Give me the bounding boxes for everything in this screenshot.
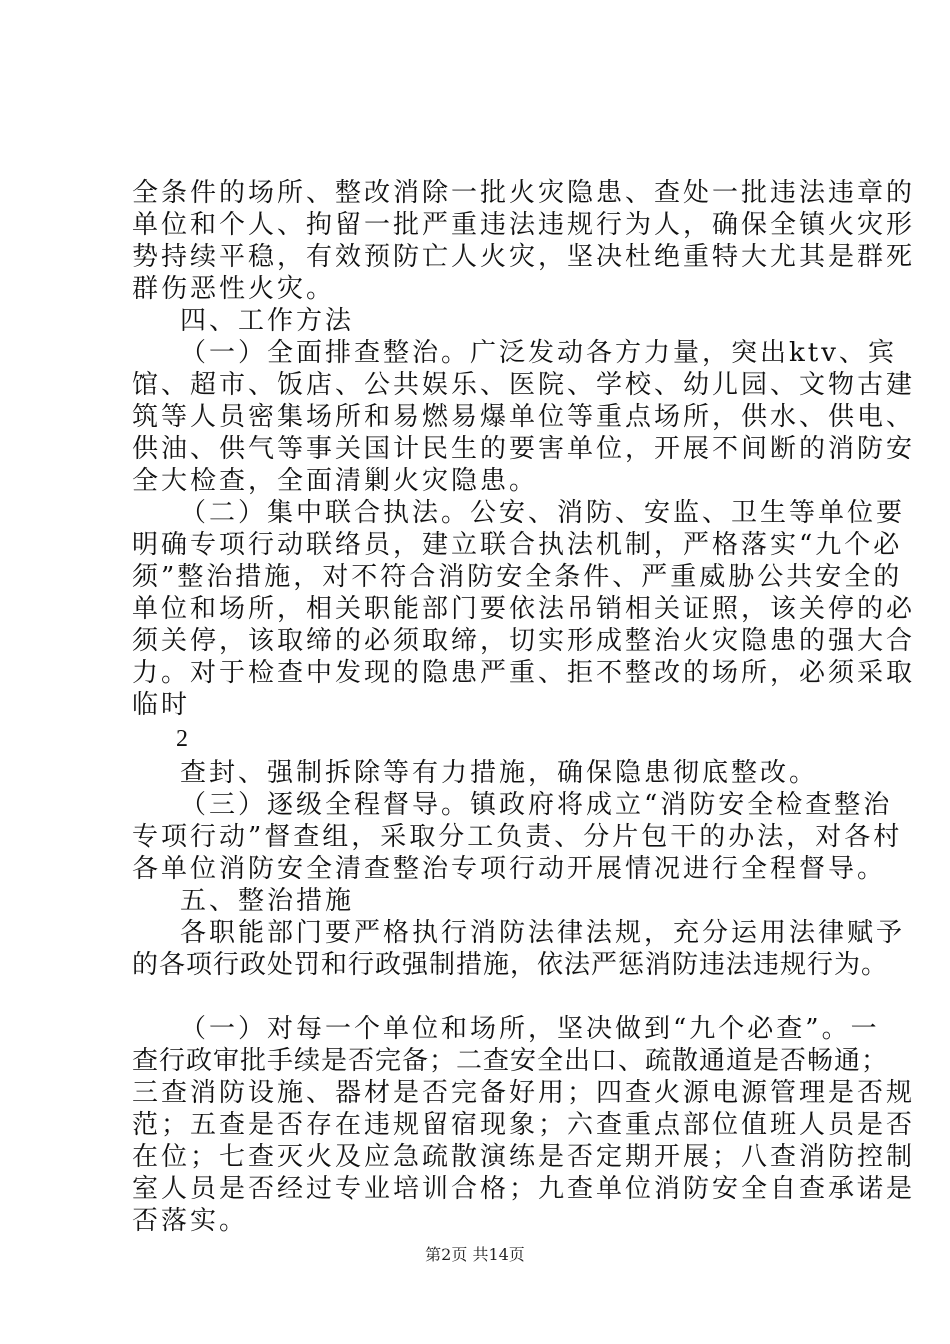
section-heading: 五、整治措施: [180, 886, 355, 916]
text-line: 查封、强制拆除等有力措施，确保隐患彻底整改。: [180, 758, 819, 788]
text-line: 查行政审批手续是否完备；二查安全出口、疏散通道是否畅通；: [132, 1046, 889, 1076]
text-line: 室人员是否经过专业培训合格；九查单位消防安全自查承诺是: [132, 1174, 916, 1204]
text-line: 三查消防设施、器材是否完备好用；四查火源电源管理是否规: [132, 1078, 916, 1108]
text-line: 供油、供气等事关国计民生的要害单位，开展不间断的消防安: [132, 434, 916, 464]
text-line: 势持续平稳，有效预防亡人火灾，坚决杜绝重特大尤其是群死: [132, 242, 916, 272]
text-line: 须关停，该取缔的必须取缔，切实形成整治火灾隐患的强大合: [132, 626, 916, 656]
text-line: 专项行动”督查组，采取分工负责、分片包干的办法，对各村: [132, 822, 903, 852]
text-line: （一）全面排查整治。广泛发动各方力量，突出ktv、宾: [180, 338, 897, 368]
text-line: 单位和场所，相关职能部门要依法吊销相关证照，该关停的必: [132, 594, 916, 624]
text-line: 全条件的场所、整改消除一批火灾隐患、查处一批违法违章的: [132, 178, 916, 208]
page-footer: 第2页 共14页: [425, 1245, 525, 1264]
text-line: 各职能部门要严格执行消防法律法规，充分运用法律赋予: [180, 918, 906, 948]
text-line: 明确专项行动联络员，建立联合执法机制，严格落实“九个必: [132, 530, 903, 560]
text-line: 筑等人员密集场所和易燃易爆单位等重点场所，供水、供电、: [132, 402, 916, 432]
text-line: 群伤恶性火灾。: [132, 274, 336, 304]
text-line: 馆、超市、饭店、公共娱乐、医院、学校、幼儿园、文物古建: [132, 370, 916, 400]
text-line: （三）逐级全程督导。镇政府将成立“消防安全检查整治: [180, 790, 893, 820]
inline-page-number: 2: [176, 726, 188, 752]
text-line: 力。对于检查中发现的隐患严重、拒不整改的场所，必须采取: [132, 658, 916, 688]
text-line: 全大检查，全面清剿火灾隐患。: [132, 466, 539, 496]
text-line: （二）集中联合执法。公安、消防、安监、卫生等单位要: [180, 498, 906, 528]
text-line: 否落实。: [132, 1206, 249, 1236]
section-heading: 四、工作方法: [180, 306, 355, 336]
text-line: 各单位消防安全清查整治专项行动开展情况进行全程督导。: [132, 854, 887, 884]
text-line: 须”整治措施，对不符合消防安全条件、严重威胁公共安全的: [132, 562, 903, 592]
text-line: 的各项行政处罚和行政强制措施，依法严惩消防违法违规行为。: [132, 950, 889, 980]
text-line: 在位；七查灭火及应急疏散演练是否定期开展；八查消防控制: [132, 1142, 916, 1172]
text-line: 单位和个人、拘留一批严重违法违规行为人，确保全镇火灾形: [132, 210, 916, 240]
text-line: （一）对每一个单位和场所，坚决做到“九个必查”。一: [180, 1014, 880, 1044]
text-line: 临时: [132, 690, 191, 720]
text-line: 范；五查是否存在违规留宿现象；六查重点部位值班人员是否: [132, 1110, 916, 1140]
